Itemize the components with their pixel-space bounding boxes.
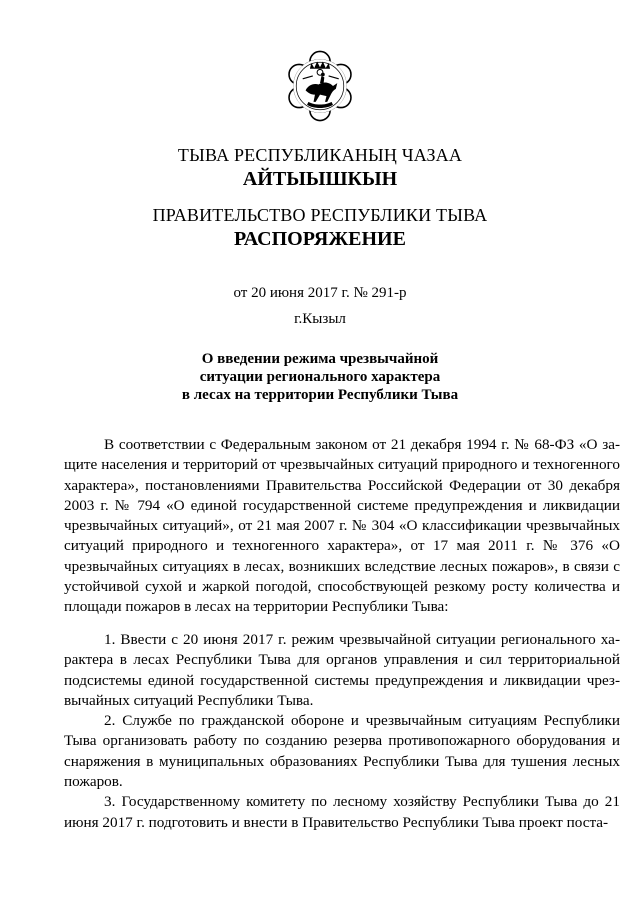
order-item: 2. Службе по гражданской обороне и чрезвычайным ситуациям Республики Тыва организовать работу по созданию резерва противопожарного оборудования и снаряжения в муниципальных образованиях Республики Тыва для тушения лесных пожаров. xyxy=(64,712,620,791)
preamble-block xyxy=(64,435,620,618)
tuva-coat-of-arms-icon xyxy=(284,50,356,122)
title-line: О введении режима чрезвычайной xyxy=(201,351,439,367)
russian-government-heading: ПРАВИТЕЛЬСТВО РЕСПУБЛИКИ ТЫВА xyxy=(152,205,488,225)
tuva-government-heading: ТЫВА РЕСПУБЛИКАНЫҢ ЧАЗАА xyxy=(177,145,463,165)
order-items xyxy=(64,630,620,833)
document-title xyxy=(0,350,640,404)
document-city: г.Кызыл xyxy=(294,311,346,327)
tuva-order-heading: АЙТЫЫШКЫН xyxy=(242,168,398,190)
title-line: ситуации регионального характера xyxy=(199,369,441,385)
order-item: 1. Ввести с 20 июня 2017 г. режим чрезвычайной ситуации регионального характера в лесах Республики Тыва для органов управления и сил территориальной подсистемы единой государственной системы предупреждения и ликвидации чрезвычайных ситуаций Республики Тыва. xyxy=(64,631,620,709)
title-line: в лесах на территории Республики Тыва xyxy=(181,387,459,403)
document-date-number: от 20 июня 2017 г. № 291-р xyxy=(233,285,407,301)
russian-order-heading: РАСПОРЯЖЕНИЕ xyxy=(234,228,406,250)
order-item: 3. Государственному комитету по лесному хозяйству Республики Тыва до 21 июня 2017 г. подготовить и внести в Правительство Республики Тыва проект поста- xyxy=(64,793,620,831)
preamble-paragraph: В соответствии с Федеральным законом от 21 декабря 1994 г. № 68-ФЗ «О защите населения и территорий от чрезвычайных ситуаций природного и техногенного характера», постановлениями Правительства Российской Федерации от 30 декабря 2003 г. № 794 «О единой государственной системе предупреждения и ликвидации чрезвычайных ситуаций», от 21 мая 2007 г. № 304 «О классификации чрезвычайных ситуаций природного и техногенного характера», от 17 мая 2011 г. № 376 «О чрезвычайных ситуациях в лесах, возникших вследствие лесных пожаров», в связи с устойчивой сухой и жаркой погодой, способствующей резкому росту количества и площади пожаров в лесах на территории Республики Тыва: xyxy=(64,436,620,616)
